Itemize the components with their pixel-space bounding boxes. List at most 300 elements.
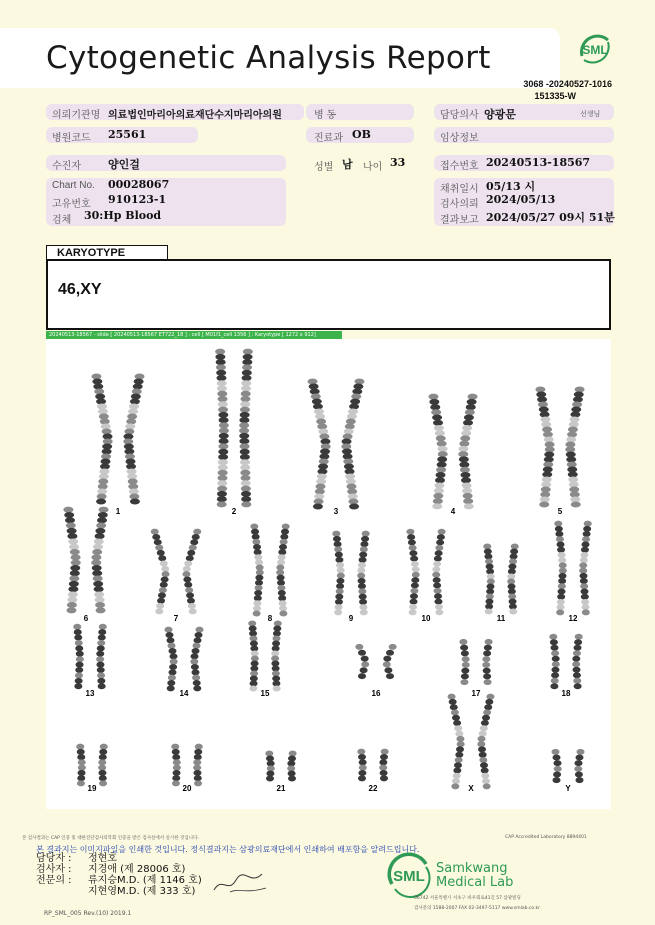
ref-line-2: 151335-W: [534, 91, 576, 101]
chromosome-band: [409, 604, 417, 610]
chromosome-band: [336, 588, 344, 594]
chromosome-band: [184, 582, 192, 588]
chromosome-band: [313, 504, 323, 510]
chromosome-band: [335, 594, 343, 600]
chromosome-band: [96, 656, 104, 662]
chromosome-band: [438, 451, 448, 457]
chromosome-band: [463, 498, 473, 504]
chromosome-band: [482, 662, 490, 668]
chromosome-band: [478, 746, 486, 752]
chromosome-band: [575, 760, 583, 766]
chromosome-band: [240, 454, 250, 460]
chromosome-pair-14: [165, 627, 204, 692]
chromosome-band: [218, 396, 228, 402]
patient-label: 수진자: [52, 161, 81, 172]
report-title: Cytogenetic Analysis Report: [46, 40, 491, 76]
chromosome-band: [558, 557, 566, 563]
chromosome-band: [573, 678, 581, 684]
request-label: 검사의뢰: [440, 199, 479, 210]
chromosome-band: [77, 754, 85, 760]
chromosome-pair-Y: [552, 749, 585, 783]
chromosome-band: [76, 651, 84, 657]
chromosome-band: [358, 578, 366, 584]
chromosome-band: [167, 680, 175, 686]
chromosome-band: [252, 539, 260, 545]
chromosome-band: [559, 562, 567, 568]
chromosome-band: [359, 557, 367, 563]
chromosome-band: [437, 534, 445, 540]
chromosome-band: [75, 667, 83, 673]
staff-row: [36, 886, 202, 897]
chromosome-band: [160, 561, 168, 567]
chromosome-band: [193, 529, 201, 535]
chromosome-band: [361, 536, 369, 542]
chromosome-band: [411, 582, 419, 588]
chromosome-band: [240, 412, 250, 418]
clinical-label: 임상정보: [440, 133, 479, 144]
chromosome-band: [240, 449, 250, 455]
chromosome-band: [583, 526, 591, 532]
chromosome-band: [477, 741, 485, 747]
chromosome-band: [437, 462, 447, 468]
chromosome-band: [435, 604, 443, 610]
chromosome-pair-6: [63, 507, 108, 614]
chromosome-band: [93, 544, 103, 550]
chromosome-label-5: 5: [557, 507, 563, 516]
unique-label: 고유번호: [52, 199, 91, 210]
staff-name: 정현호: [88, 853, 117, 864]
chromosome-band: [359, 765, 367, 771]
chromosome-label-21: 21: [276, 784, 286, 793]
chromosome-band: [552, 656, 560, 662]
chromosome-pair-X: [448, 694, 495, 790]
chromosome-band: [412, 566, 420, 572]
chromosome-band: [78, 765, 86, 771]
chromosome-band: [435, 609, 443, 615]
chromosome-band: [250, 524, 258, 530]
logo-text: SML: [582, 43, 608, 57]
chromosome-label-X: X: [468, 784, 474, 793]
chromosome-band: [172, 775, 180, 781]
chromosome-band: [280, 539, 288, 545]
chromosome-band: [574, 683, 582, 689]
chromosome-band: [582, 536, 590, 542]
reference-number: [500, 78, 612, 102]
chromosome-band: [157, 598, 165, 604]
chromosome-band: [557, 594, 565, 600]
chromosome-band: [485, 639, 493, 645]
chromosome-pair-9: [332, 531, 369, 616]
chromosome-band: [160, 582, 168, 588]
chromosome-band: [98, 765, 106, 771]
karyogram-image: [46, 339, 611, 809]
chromosome-band: [459, 456, 469, 462]
chromosome-band: [158, 555, 166, 561]
chromosome-band: [479, 757, 487, 763]
chromosome-band: [193, 685, 201, 691]
chromosome-band: [360, 546, 368, 552]
chromosome-band: [483, 650, 491, 656]
image-caption-bar: 20240513-18567 - slide [ 20240513-18567 ET722_18 ] : cell [ M01f1_cell 1356 ] : Karyotype [ 1272 x 912]: [46, 331, 342, 339]
chromosome-band: [92, 565, 102, 571]
chromosome-band: [464, 415, 474, 421]
lab-name: [436, 862, 513, 890]
chromosome-band: [253, 600, 261, 606]
chromosome-band: [241, 486, 251, 492]
chromosome-band: [182, 571, 190, 577]
chromosome-pair-7: [151, 529, 202, 615]
chromosome-band: [358, 588, 366, 594]
chromosome-band: [188, 603, 196, 609]
karyotype-tab: KARYOTYPE: [46, 245, 168, 259]
chromosome-band: [193, 680, 201, 686]
chromosome-band: [460, 435, 470, 441]
chromosome-band: [456, 736, 464, 742]
chromosome-pair-21: [265, 751, 296, 782]
chromosome-band: [77, 775, 85, 781]
chromosome-band: [186, 555, 194, 561]
chromosome-band: [254, 554, 262, 560]
dept-label: 진료과: [314, 133, 343, 144]
chromosome-band: [462, 656, 470, 662]
chromosome-band: [66, 607, 76, 613]
chromosome-band: [277, 585, 285, 591]
chromosome-band: [334, 609, 342, 615]
chromosome-band: [572, 661, 580, 667]
chromosome-band: [91, 560, 101, 566]
chromosome-band: [358, 775, 366, 781]
chromosome-band: [434, 599, 442, 605]
patient-row: [46, 155, 286, 171]
chromosome-band: [255, 585, 263, 591]
chromosome-band: [407, 534, 415, 540]
chromosome-band: [240, 401, 250, 407]
chromosome-band: [183, 576, 191, 582]
chromosome-band: [278, 554, 286, 560]
chromosome-band: [434, 488, 444, 494]
chromosome-band: [95, 528, 105, 534]
chromosome-band: [99, 624, 107, 630]
chromosome-band: [168, 643, 176, 649]
chromosome-pair-4: [428, 394, 477, 510]
chromosome-band: [557, 542, 565, 548]
chromosome-band: [362, 531, 370, 537]
chromosome-band: [574, 639, 582, 645]
chromosome-band: [434, 556, 442, 562]
chromosome-pair-13: [73, 624, 107, 690]
chromosome-band: [573, 650, 581, 656]
chromosome-band: [215, 354, 225, 360]
chromosome-band: [194, 775, 202, 781]
chromosome-band: [241, 475, 251, 481]
chromosome-band: [449, 699, 457, 705]
chromosome-band: [576, 755, 584, 761]
chromosome-band: [460, 467, 470, 473]
chromosome-band: [70, 565, 80, 571]
hospital-code-value: 25561: [108, 128, 147, 141]
chromosome-band: [483, 709, 491, 715]
chromosome-band: [219, 428, 229, 434]
signature-image: [210, 866, 270, 896]
chromosome-band: [96, 651, 104, 657]
chromosome-band: [219, 417, 229, 423]
chromosome-band: [436, 472, 446, 478]
chromosome-band: [551, 678, 559, 684]
chromosome-label-10: 10: [421, 614, 431, 623]
chromosome-band: [453, 773, 461, 779]
chromosome-band: [74, 683, 82, 689]
chromosome-band: [463, 493, 473, 499]
chromosome-band: [481, 768, 489, 774]
chromosome-band: [438, 446, 448, 452]
chromosome-band: [96, 523, 106, 529]
chromosome-band: [266, 776, 274, 782]
chromosome-band: [241, 386, 251, 392]
chromosome-band: [241, 380, 251, 386]
chromosome-band: [92, 549, 102, 555]
chromosome-band: [433, 577, 441, 583]
chromosome-band: [151, 529, 159, 535]
chromosome-band: [453, 720, 461, 726]
chromosome-band: [389, 644, 397, 650]
chromosome-band: [479, 731, 487, 737]
chromosome-band: [278, 595, 286, 601]
chromosome-band: [432, 415, 442, 421]
chromosome-pair-3: [308, 379, 365, 510]
chromosome-band: [71, 560, 81, 566]
institution-label: 의뢰기관명: [52, 110, 101, 121]
chromosome-band: [277, 559, 285, 565]
chromosome-band: [580, 552, 588, 558]
chromosome-band: [193, 765, 201, 771]
chromosome-band: [580, 583, 588, 589]
chromosome-band: [408, 539, 416, 545]
staff-row: [36, 875, 202, 886]
chromosome-band: [69, 576, 79, 582]
chromosome-band: [218, 454, 228, 460]
sml-logo: [576, 30, 614, 68]
chromosome-band: [216, 364, 226, 370]
chromosome-band: [240, 465, 250, 471]
chromosome-band: [557, 547, 565, 553]
cap-note: CAP Accredited Laboratory 8894401: [505, 835, 587, 840]
chromosome-band: [575, 634, 583, 640]
chromosome-band: [241, 480, 251, 486]
chromosome-band: [576, 777, 584, 783]
chart-value: 00028067: [108, 178, 170, 191]
chromosome-band: [433, 493, 443, 499]
chromosome-band: [435, 477, 445, 483]
form-code: RP_SML_005 Rev.(10) 2019.1: [44, 910, 132, 917]
chromosome-band: [361, 656, 369, 662]
chromosome-band: [552, 661, 560, 667]
chromosome-band: [410, 588, 418, 594]
chromosome-band: [432, 503, 442, 509]
chromosome-band: [70, 570, 80, 576]
chromosome-band: [335, 599, 343, 605]
chromosome-band: [380, 770, 388, 776]
chromosome-band: [67, 533, 77, 539]
chromosome-label-7: 7: [173, 614, 179, 623]
chromosome-label-14: 14: [179, 689, 189, 698]
chromosome-pair-16: [355, 644, 396, 679]
chromosome-band: [253, 610, 261, 616]
chromosome-band: [462, 425, 472, 431]
chromosome-band: [456, 746, 464, 752]
chromosome-band: [276, 570, 284, 576]
chromosome-band: [217, 496, 227, 502]
chromosome-band: [464, 503, 474, 509]
chromosome-band: [553, 772, 561, 778]
chromosome-band: [451, 783, 459, 789]
chromosome-band: [358, 673, 366, 679]
institution-value: 의료법인마리아의료재단수지마리아의원: [108, 110, 282, 121]
chromosome-band: [581, 589, 589, 595]
collect-value: 05/13 시: [486, 180, 536, 193]
chromosome-band: [66, 523, 76, 529]
chromosome-band: [554, 766, 562, 772]
chromosome-band: [243, 349, 253, 355]
chromosome-band: [67, 602, 77, 608]
chromosome-label-1: 1: [115, 507, 121, 516]
chromosome-band: [68, 538, 78, 544]
chromosome-band: [192, 669, 200, 675]
chromosome-band: [559, 573, 567, 579]
chromosome-band: [386, 673, 394, 679]
chromosome-band: [216, 375, 226, 381]
chromosome-band: [579, 568, 587, 574]
chromosome-band: [254, 590, 262, 596]
chromosome-band: [281, 529, 289, 535]
chromosome-band: [335, 552, 343, 558]
chromosome-band: [539, 502, 549, 508]
chromosome-band: [96, 607, 106, 613]
chromosome-band: [255, 580, 263, 586]
chromosome-band: [75, 672, 83, 678]
chromosome-band: [359, 552, 367, 558]
samkwang-logo: [386, 852, 432, 898]
chromosome-band: [99, 780, 107, 786]
chromosome-band: [190, 539, 198, 545]
chromosome-band: [358, 583, 366, 589]
chromosome-band: [192, 648, 200, 654]
chromosome-band: [453, 768, 461, 774]
chromosome-band: [63, 507, 73, 513]
chromosome-band: [69, 581, 79, 587]
chromosome-band: [335, 557, 343, 563]
chromosome-band: [334, 546, 342, 552]
staff-row: [36, 853, 202, 864]
chromosome-band: [336, 562, 344, 568]
staff-role: 전문의 :: [36, 875, 72, 886]
chromosome-band: [95, 597, 105, 603]
chromosome-label-17: 17: [471, 689, 481, 698]
chromosome-band: [437, 456, 447, 462]
chromosome-band: [76, 744, 84, 750]
unique-value: 910123-1: [108, 193, 167, 206]
chromosome-band: [411, 561, 419, 567]
chromosome-band: [360, 541, 368, 547]
chromosome-band: [337, 573, 345, 579]
chromosome-band: [386, 650, 394, 656]
chromosome-band: [430, 404, 440, 410]
chromosome-band: [406, 529, 414, 535]
chromosome-band: [431, 409, 441, 415]
chromosome-band: [573, 667, 581, 673]
chromosome-band: [483, 668, 491, 674]
chromosome-label-15: 15: [260, 689, 270, 698]
specimen-label: 검체: [52, 215, 72, 226]
chromosome-band: [172, 754, 180, 760]
chromosome-band: [461, 430, 471, 436]
chromosome-band: [218, 443, 228, 449]
chromosome-band: [94, 591, 104, 597]
chromosome-band: [241, 501, 251, 507]
chromosome-band: [279, 600, 287, 606]
chromosome-band: [161, 566, 169, 572]
chromosome-band: [240, 407, 250, 413]
chromosome-pair-18: [549, 634, 582, 690]
chromosome-label-8: 8: [267, 614, 273, 623]
chromosome-band: [97, 645, 105, 651]
chromosome-band: [249, 686, 257, 692]
chromosome-band: [252, 534, 260, 540]
staff-row: [36, 864, 202, 875]
chromosome-band: [332, 531, 340, 537]
chromosome-band: [173, 765, 181, 771]
chromosome-band: [277, 575, 285, 581]
chromosome-band: [77, 749, 85, 755]
chromosome-band: [98, 683, 106, 689]
chromosome-band: [92, 570, 102, 576]
chromosome-band: [483, 783, 491, 789]
chromosome-label-3: 3: [333, 507, 339, 516]
chromosome-band: [241, 491, 251, 497]
chromosome-band: [428, 394, 438, 400]
chromosome-band: [459, 441, 469, 447]
chromosome-band: [100, 744, 108, 750]
doctor-value: 양광문: [484, 108, 516, 121]
chromosome-band: [582, 542, 590, 548]
chromosome-band: [98, 770, 106, 776]
chromosome-band: [130, 499, 140, 505]
chromosome-band: [359, 604, 367, 610]
karyotype-box: [46, 259, 611, 330]
chromosome-band: [380, 775, 388, 781]
chromosome-band: [78, 759, 86, 765]
chromosome-band: [577, 749, 585, 755]
chromosome-pair-11: [483, 544, 518, 615]
chromosome-band: [553, 777, 561, 783]
chromosome-band: [273, 686, 281, 692]
chromosome-band: [483, 673, 491, 679]
chromosome-band: [434, 588, 442, 594]
chromosome-band: [436, 467, 446, 473]
chromosome-band: [69, 544, 79, 550]
chromosome-band: [240, 470, 250, 476]
chromosome-band: [335, 604, 343, 610]
chromosome-band: [559, 568, 567, 574]
chromosome-band: [556, 536, 564, 542]
chromosome-band: [93, 576, 103, 582]
chromosome-band: [288, 776, 296, 782]
chromosome-band: [361, 661, 369, 667]
chromosome-band: [195, 744, 203, 750]
staff-name: 지현영M.D. (제 333 호): [88, 886, 196, 897]
chromosome-band: [255, 559, 263, 565]
chromosome-band: [192, 675, 200, 681]
chromosome-band: [278, 549, 286, 555]
